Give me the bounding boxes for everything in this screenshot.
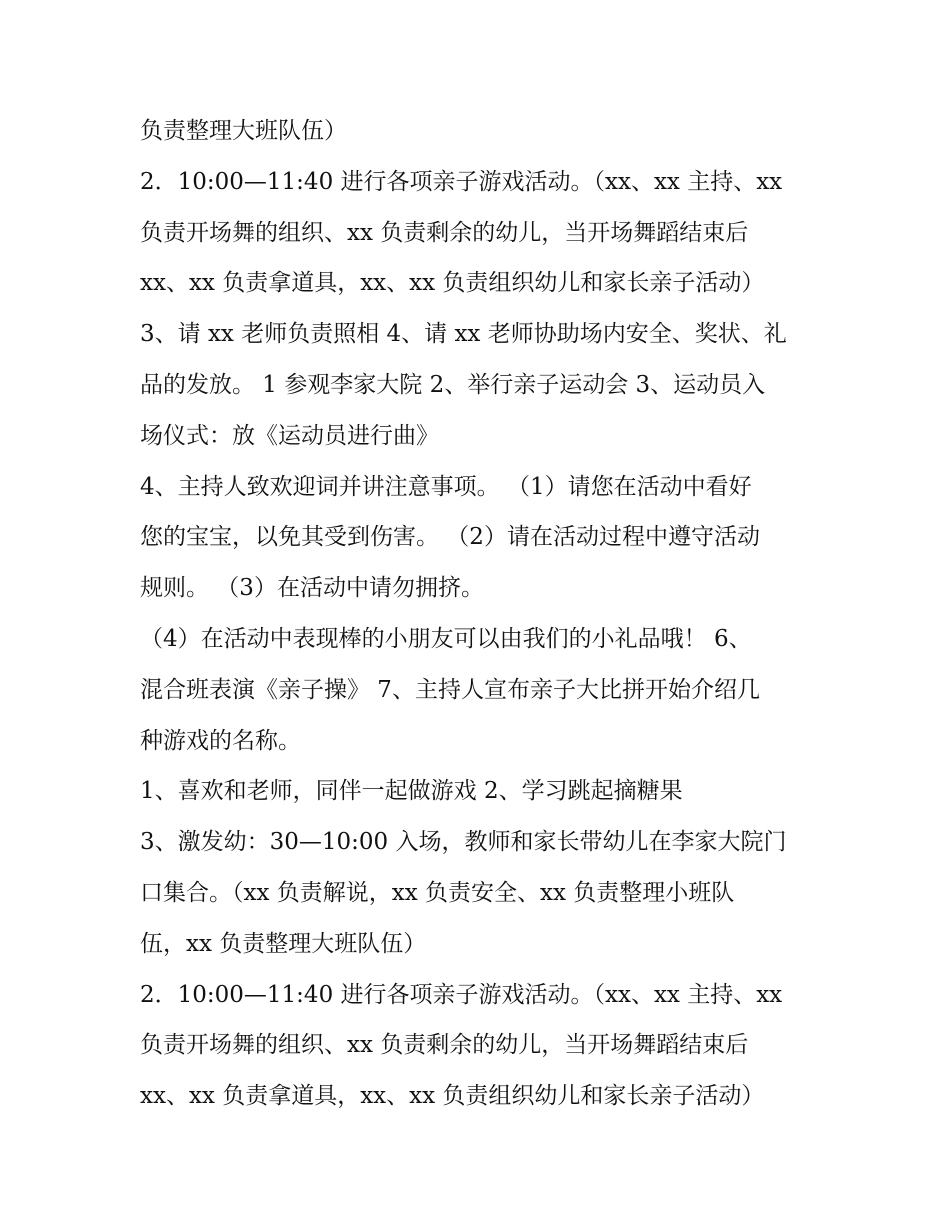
text-line: 种游戏的名称。	[140, 727, 301, 754]
text-line: 负责整理大班队伍）	[140, 118, 347, 144]
text-line: 4、主持人致欢迎词并讲注意事项。 （1）请您在活动中看好	[140, 473, 752, 500]
text-line: （4）在活动中表现棒的小朋友可以由我们的小礼品哦！ 6、	[140, 625, 752, 652]
text-line: 规则。 （3）在活动中请勿拥挤。	[140, 575, 484, 602]
text-line: 品的发放。 1 参观李家大院 2、举行亲子运动会 3、运动员入	[140, 371, 766, 398]
text-line: 场仪式：放《运动员进行曲》	[140, 422, 439, 449]
body-text	[140, 106, 820, 1122]
text-line: 您的宝宝，以免其受到伤害。 （2）请在活动过程中遵守活动	[140, 524, 760, 551]
text-line: 3、激发幼：30—10:00 入场，教师和家长带幼儿在李家大院门	[140, 829, 787, 856]
text-line: xx、xx 负责拿道具，xx、xx 负责组织幼儿和家长亲子活动）	[140, 1083, 765, 1110]
text-line: 口集合。（xx 负责解说，xx 负责安全、xx 负责整理小班队	[140, 879, 735, 906]
text-line: 混合班表演《亲子操》 7、主持人宣布亲子大比拼开始介绍几	[140, 676, 760, 703]
text-line: 伍，xx 负责整理大班队伍）	[140, 930, 427, 957]
text-line: 1、喜欢和老师，同伴一起做游戏 2、学习跳起摘糖果	[140, 778, 683, 805]
text-line: 负责开场舞的组织、xx 负责剩余的幼儿，当开场舞蹈结束后	[140, 1032, 749, 1059]
text-line: 2．10:00—11:40 进行各项亲子游戏活动。（xx、xx 主持、xx	[140, 981, 783, 1008]
text-line: 负责开场舞的组织、xx 负责剩余的幼儿，当开场舞蹈结束后	[140, 219, 749, 246]
text-line: xx、xx 负责拿道具，xx、xx 负责组织幼儿和家长亲子活动）	[140, 270, 765, 297]
text-line: 3、请 xx 老师负责照相 4、请 xx 老师协助场内安全、奖状、礼	[140, 321, 787, 348]
text-line: 2．10:00—11:40 进行各项亲子游戏活动。（xx、xx 主持、xx	[140, 168, 783, 195]
